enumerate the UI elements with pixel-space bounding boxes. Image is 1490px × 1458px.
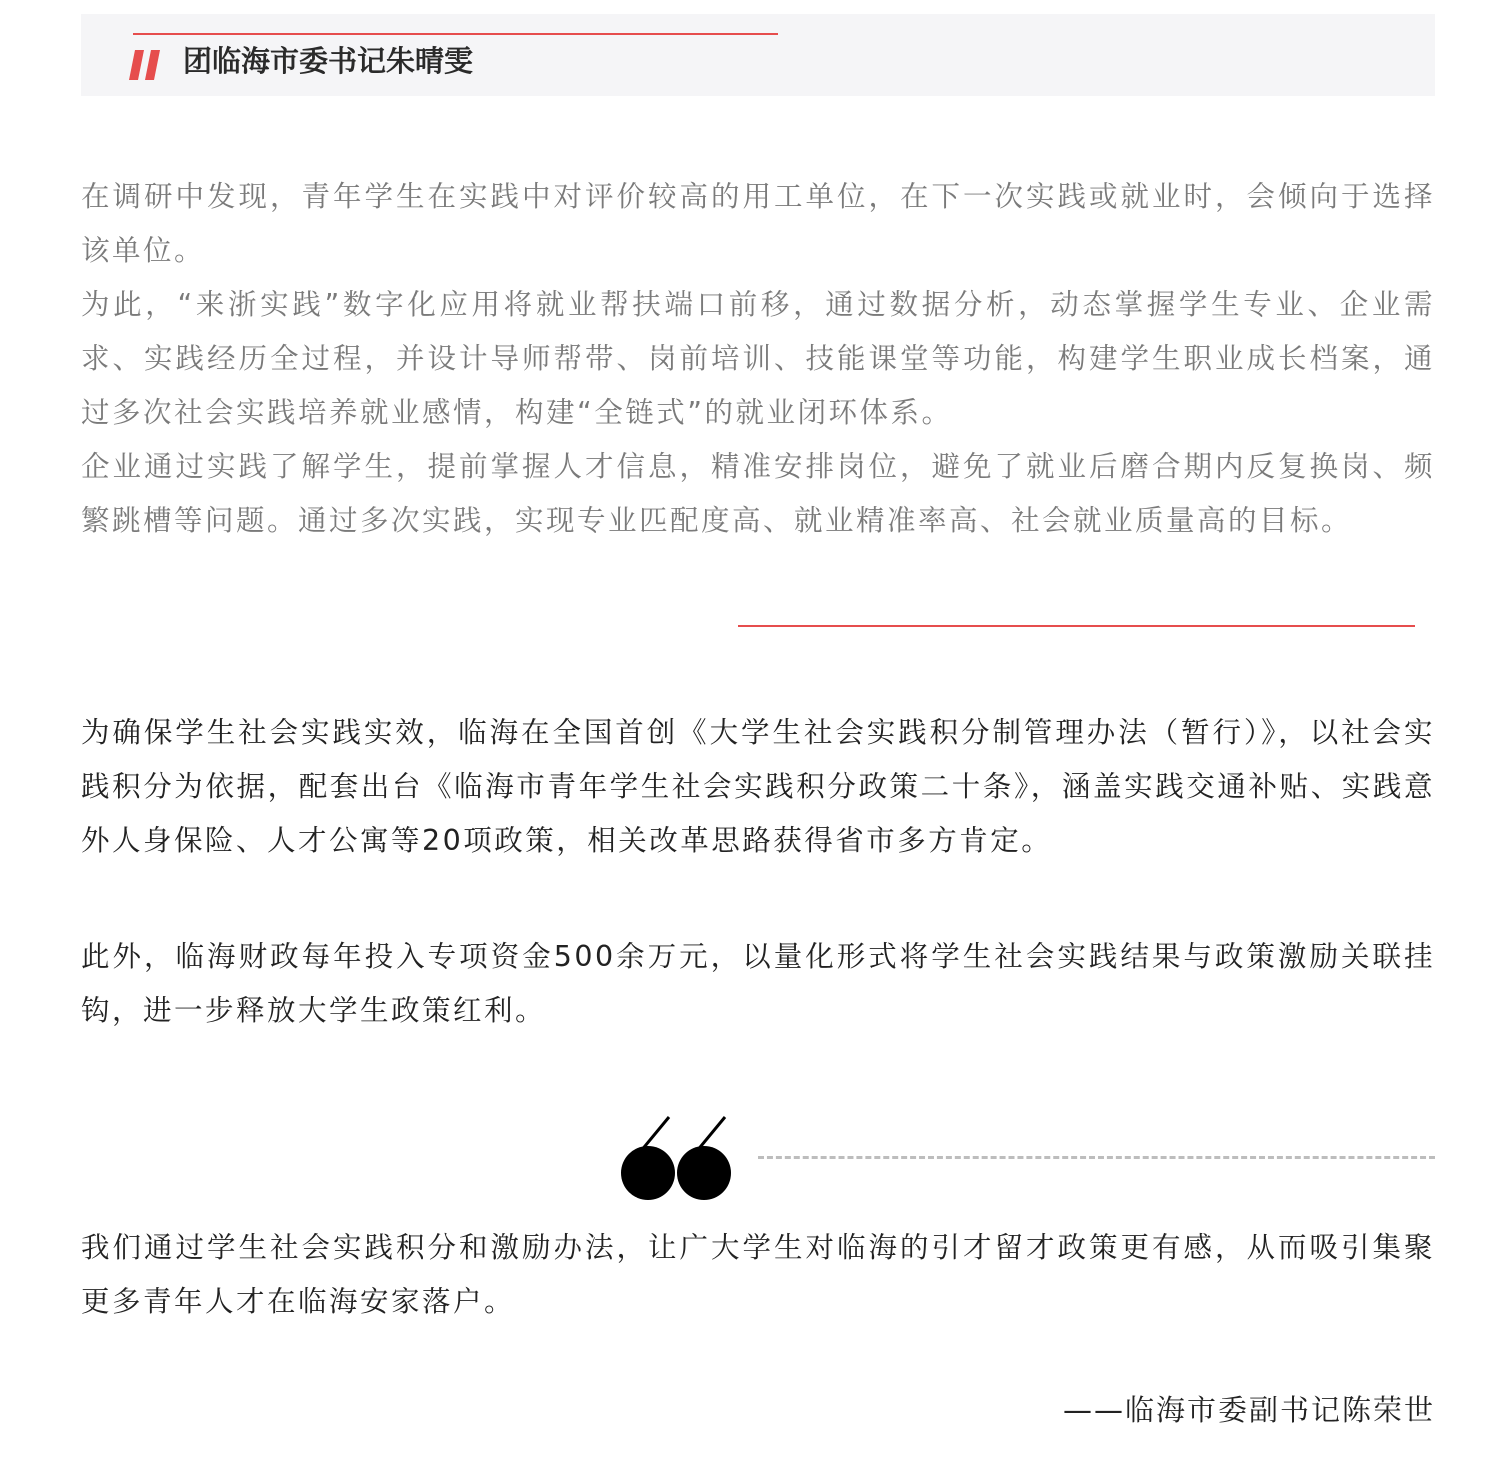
body-paragraph-4: 为确保学生社会实践实效，临海在全国首创《大学生社会实践积分制管理办法（暂行）》，以社会实践积分为依据，配套出台《临海市青年学生社会实践积分政策二十条》，涵盖实践交通补贴、实践意外人身保险、人才公寓等20项政策，相关改革思路获得省市多方肯定。: [81, 716, 1435, 857]
double-slash-icon: [128, 46, 164, 82]
header-title: 团临海市委书记朱晴雯: [183, 44, 474, 78]
header-red-line: [133, 33, 778, 35]
quote-dashed-line: [758, 1156, 1435, 1159]
quote-attribution: ——临海市委副书记陈荣世: [1062, 1393, 1435, 1427]
quote-marks-icon: [617, 1113, 735, 1203]
body-paragraph-1: 在调研中发现，青年学生在实践中对评价较高的用工单位，在下一次实践或就业时，会倾向于选择该单位。: [81, 180, 1435, 267]
body-paragraph-5: 此外，临海财政每年投入专项资金500余万元，以量化形式将学生社会实践结果与政策激励关联挂钩，进一步释放大学生政策红利。: [81, 940, 1435, 1027]
body-paragraph-3: 企业通过实践了解学生，提前掌握人才信息，精准安排岗位，避免了就业后磨合期内反复换岗、频繁跳槽等问题。通过多次实践，实现专业匹配度高、就业精准率高、社会就业质量高的目标。: [81, 450, 1435, 537]
quote-text: 我们通过学生社会实践积分和激励办法，让广大学生对临海的引才留才政策更有感，从而吸引集聚更多青年人才在临海安家落户。: [81, 1231, 1435, 1318]
body-paragraph-2: 为此，“来浙实践”数字化应用将就业帮扶端口前移，通过数据分析，动态掌握学生专业、企业需求、实践经历全过程，并设计导师帮带、岗前培训、技能课堂等功能，构建学生职业成长档案，通过多次社会实践培养就业感情，构建“全链式”的就业闭环体系。: [81, 288, 1435, 429]
section-divider: [738, 625, 1415, 627]
